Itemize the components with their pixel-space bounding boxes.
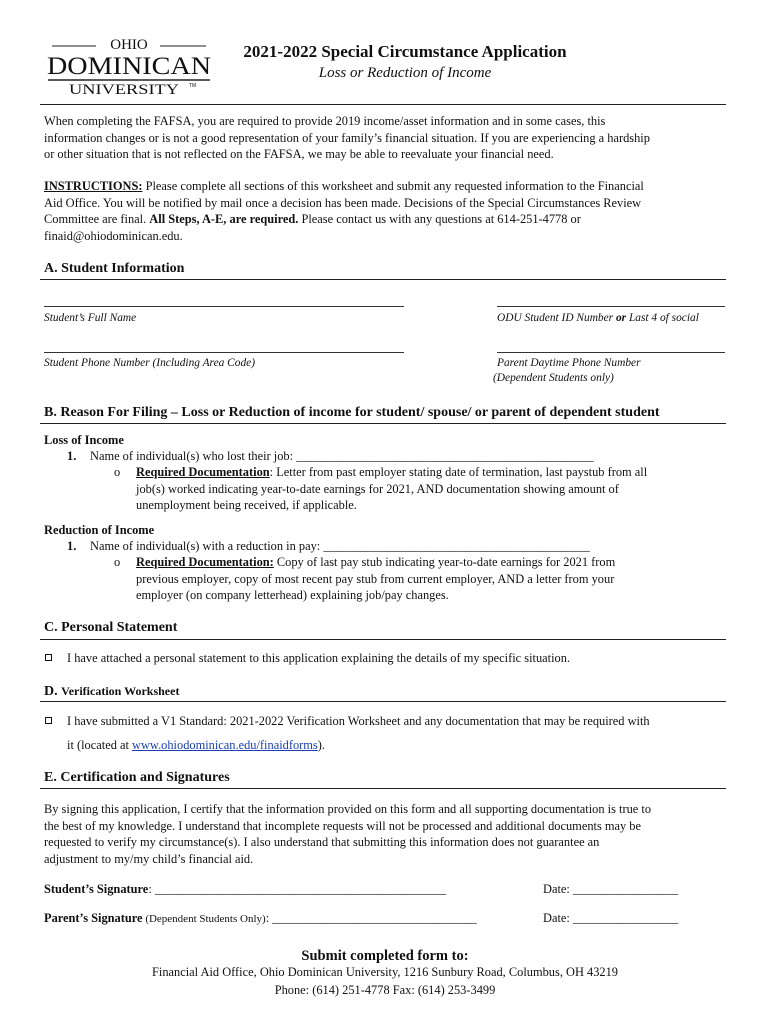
verification-line: I have submitted a V1 Standard: 2021-2022 Verification Worksheet and any documentation that may be required with [67,714,650,728]
section-b-heading: B. Reason For Filing – Loss or Reduction of income for student/ spouse/ or parent of dependent student [44,405,660,420]
required-steps-note: All Steps, A-E, are required. [149,212,299,226]
verification-checkbox[interactable] [45,717,52,724]
parent-signature-label: Parent’s Signature [44,911,143,925]
section-e-divider [40,788,726,789]
section-d-heading [44,682,179,701]
logo-text-dominican: DOMINICAN [47,53,211,80]
loss-item-num: 1. [67,449,77,463]
intro-paragraph [44,113,734,163]
certification-line: the best of my knowledge. I understand that incomplete requests will not be processed and additional documents may be [44,818,642,833]
section-d-title: Verification Worksheet [61,684,180,698]
loss-documentation [136,464,726,514]
loss-doc-line: unemployment being received, if applicable. [136,498,357,512]
loss-of-income-title: Loss of Income [44,433,124,447]
parent-date-field[interactable]: Date: _________________ [543,911,679,925]
section-d-divider [40,701,726,702]
office-contact: Phone: (614) 251-4778 Fax: (614) 253-3499 [274,983,496,997]
student-id-field[interactable] [497,306,725,307]
bullet: o [114,555,121,569]
form-title: 2021-2022 Special Circumstance Application [243,42,567,61]
loss-doc-label: Required Documentation [136,465,270,479]
reduction-item-text: Name of individual(s) with a reduction in pay: [90,539,324,553]
student-id-label-text: Last 4 of social [626,312,699,324]
instructions-paragraph [44,178,734,244]
reduction-doc-line [136,554,726,571]
reduction-item-num: 1. [67,539,77,553]
parent-phone-label: Parent Daytime Phone Number [497,357,641,369]
reduction-name-field[interactable]: ___________________________________________ [323,539,590,553]
instructions-text: Please contact us with any questions at 614-251-4778 or [298,212,581,226]
instructions-line: Aid Office. You will be notified by mail once a decision has been made. Decisions of the Special Circumstances Review [44,195,642,210]
loss-name-field[interactable]: ________________________________________________ [296,449,594,463]
section-d-letter: D. [44,684,58,699]
section-a-heading: A. Student Information [44,261,185,276]
student-phone-field[interactable] [44,352,404,353]
student-id-label-text: ODU Student ID Number [497,312,616,324]
certification-line: requested to verify my circumstance(s). I also understand that submitting this information does not guarantee an [44,835,600,849]
full-name-label: Student’s Full Name [44,312,137,324]
section-a-divider [40,279,726,280]
reduction-of-income-title: Reduction of Income [44,523,155,537]
student-id-label [497,311,699,326]
student-signature-label: Student’s Signature [44,882,149,896]
loss-doc-line: job(s) worked indicating year-to-date earnings for 2021, AND documentation showing amount of [136,481,619,496]
instructions-line: finaid@ohiodominican.edu. [44,228,183,243]
verification-line [67,737,729,754]
finaid-forms-link[interactable]: www.ohiodominican.edu/finaidforms [132,737,318,752]
reduction-doc-text: Copy of last pay stub indicating year-to-date earnings for 2021 from [273,555,616,569]
verification-text-pre: it (located at [67,737,133,752]
loss-doc-line [136,464,726,481]
student-phone-label: Student Phone Number (Including Area Code) [44,357,256,369]
loss-item-text: Name of individual(s) who lost their job: [90,449,297,463]
verification-text [67,713,729,753]
loss-item-number [67,448,76,465]
reduction-item-number [67,538,76,555]
parent-phone-field[interactable] [497,352,725,353]
reduction-item [90,538,590,555]
reduction-doc-line: previous employer, copy of most recent pay stub from current employer, AND a letter from your [136,571,615,586]
parent-signature-row [44,910,477,928]
form-subtitle: Loss or Reduction of Income [318,65,492,81]
parent-phone-sublabel: (Dependent Students only) [493,372,614,384]
reduction-documentation [136,554,726,604]
loss-doc-text: : Letter from past employer stating date of termination, last paystub from all [269,465,648,479]
personal-statement-text: I have attached a personal statement to this application explaining the details of my specific situation. [67,651,571,665]
logo-trademark: TM [189,83,197,89]
student-signature-row [44,881,446,898]
logo-text-university: UNIVERSITY [69,82,180,96]
student-id-label-or: or [615,312,627,324]
section-c-divider [40,639,726,640]
logo-text-ohio: OHIO [110,37,148,53]
header-divider [40,104,726,105]
reduction-doc-line: employer (on company letterhead) explaining job/pay changes. [136,588,449,602]
certification-line: adjustment to my/my child’s financial aid. [44,851,254,866]
student-signature-field[interactable]: : _______________________________________________ [148,882,447,896]
instructions-line [44,178,734,195]
section-b-divider [40,423,726,424]
instructions-line [44,211,734,228]
certification-line: By signing this application, I certify that the information provided on this form and all supporting documentation is true to [44,802,652,816]
loss-item [90,448,594,465]
intro-line: When completing the FAFSA, you are required to provide 2019 income/asset information and in some cases, this [44,114,606,128]
section-e-heading: E. Certification and Signatures [44,770,230,785]
parent-signature-field[interactable]: : _________________________________ [265,911,477,925]
student-date-field[interactable]: Date: _________________ [543,882,679,896]
full-name-field[interactable] [44,306,404,307]
parent-signature-note: (Dependent Students Only) [142,913,266,925]
intro-line: or other situation that is not reflected on the FAFSA, we may be able to reevaluate your financial need. [44,147,554,161]
reduction-doc-label: Required Documentation: [136,555,274,569]
personal-statement-checkbox[interactable] [45,654,52,661]
submit-heading: Submit completed form to: [301,948,469,964]
university-logo [44,30,214,96]
instructions-label: INSTRUCTIONS: [44,179,143,193]
instructions-text: Committee are final. [44,212,150,226]
intro-line: information changes or is not a good representation of your family’s financial situation. If you are experiencing a hardship [44,130,650,145]
section-c-heading: C. Personal Statement [44,620,178,635]
office-address: Financial Aid Office, Ohio Dominican University, 1216 Sunbury Road, Columbus, OH 43219 [152,965,618,979]
certification-paragraph [44,801,734,867]
bullet: o [114,465,121,479]
verification-text-post: ). [317,737,325,752]
instructions-text: Please complete all sections of this worksheet and submit any requested information to the Financial [142,179,644,193]
